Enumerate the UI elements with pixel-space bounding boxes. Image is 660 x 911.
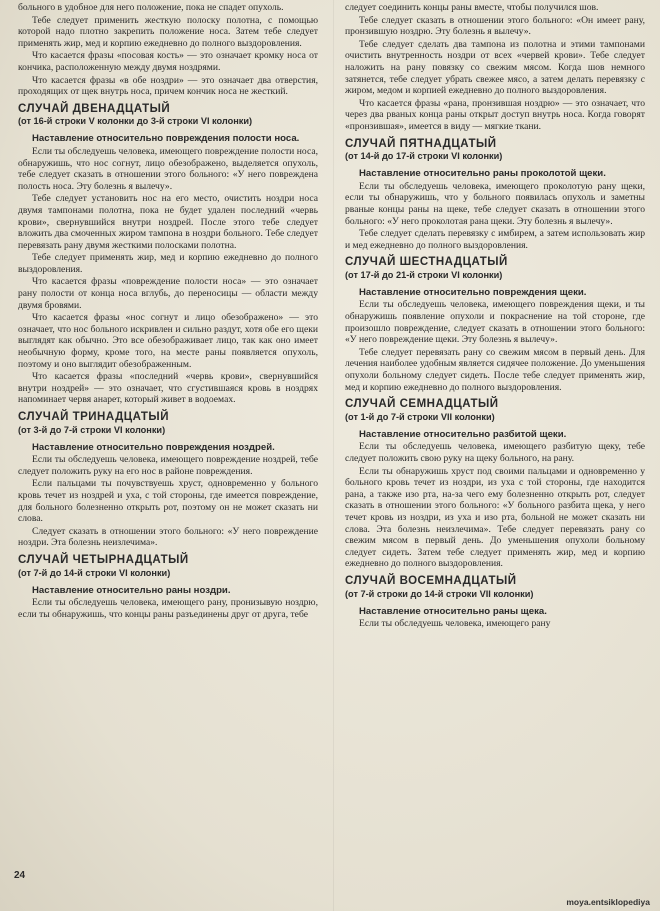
paragraph: Если ты обследуешь человека, имеющего повреждение ноздрей, тебе следует положить руку на его нос в районе повреждения. — [18, 454, 318, 477]
case-18-heading: Наставление относительно раны щека. — [359, 605, 547, 617]
case-16-title: СЛУЧАЙ ШЕСТНАДЦАТЫЙ — [345, 256, 508, 269]
case-14-reference: (от 7-й до 14-й строки VI колонки) — [18, 567, 171, 578]
left-column — [18, 2, 318, 882]
paragraph: больного в удобное для него положение, пока не спадет опухоль. — [18, 2, 284, 13]
paragraph: Если ты обследуешь человека, имеющего разбитую щеку, тебе следует положить свою руку на щеку больного, на рану. — [345, 441, 645, 464]
paragraph: Тебе следует перевязать рану со свежим мясом в первый день. Для лечения наиболее удобным является сидячее положение. До уменьшения опухоли больному следует сидеть. После тебе следует применять жир, мед и корпию ежедневно до полного выздоровления. — [345, 346, 645, 393]
paragraph: Что касается фразы «посовая кость» — это означает кромку носа от кончика, расположенную между двумя ноздрями. — [18, 50, 318, 73]
paragraph: Тебе следует сделать два тампона из полотна и этими тампонами очистить внутренность ноздри от всех «червей крови». Тебе следует наложить на рану повязку со свежим мясом. Когда шов немного затянется, тебе следует убрать свежее мясо, а затем делать перевязку с жиром, медом и корпией ежедневно до полного выздоровления. — [345, 38, 645, 97]
case-15-title: СЛУЧАЙ ПЯТНАДЦАТЫЙ — [345, 137, 497, 150]
case-13-heading: Наставление относительно повреждения ноздрей. — [32, 441, 275, 453]
paragraph: Что касается фразы «нос согнут и лицо обезображено» — это означает, что нос больного искривлен и сильно раздут, хотя обе его щеки выглядят как обычно. Это все обезображивает лицо, так как оно имеет необычную форму, кроме того, на месте раны появляется опухоль, поэтому и оно выглядит обезображенным. — [18, 312, 318, 370]
paragraph: Если ты обнаружишь хруст под своими пальцами и одновременно у больного кровь течет из ноздри, из уха с той стороны, где находится рана, а также изо рта, на-за чего ему болезненно открыть рот, следует сказать в отношении этого больного: «У больного разбита щека, у него течет кровь из ноздри, из уха и изо рта, больной не может сказать ни слова. Эта болезнь неизлечима». Тебе следует перевязать рану со свежим мясом в первый день. До уменьшения опухоли больному следует сидеть. Затем тебе следует применять жир, мед и корпию ежедневно до полного выздоровления. — [345, 465, 645, 570]
paragraph: Тебе следует сказать в отношении этого больного: «Он имеет рану, пронзившую ноздрю. Эту болезнь я вылечу». — [345, 14, 645, 38]
case-13-reference: (от 3-й до 7-й строки VI колонки) — [18, 424, 166, 435]
case-17-heading: Наставление относительно разбитой щеки. — [359, 428, 567, 440]
paragraph: Тебе следует сделать перевязку с имбирем, а затем использовать жир и мед ежедневно до полного выздоровления. — [345, 228, 645, 251]
case-14-title: СЛУЧАЙ ЧЕТЫРНАДЦАТЫЙ — [18, 553, 189, 566]
page-number: 24 — [14, 870, 26, 881]
paragraph: Что касается фразы «повреждение полости носа» — это означает рану полости от конца носа вглубь, до переносицы — области между двумя бровями. — [18, 276, 318, 311]
watermark: moya.entsiklopediya — [566, 897, 650, 907]
paragraph: следует соединить концы раны вместе, чтобы получился шов. — [345, 2, 599, 13]
paragraph: Следует сказать в отношении этого больного: «У него повреждение ноздри. Эта болезнь неизлечима». — [18, 525, 318, 549]
paragraph: Если ты обследуешь человека, имеющего проколотую рану щеки, если ты обнаружишь, что у больного появилась опухоль и заметны рваные концы раны на щеке, тебе следует сказать в отношении этого больного: «У него проколотая рана щеки. Эту болезнь я вылечу». — [345, 180, 645, 227]
case-17-reference: (от 1-й до 7-й строки VII колонки) — [345, 411, 495, 422]
column-divider — [333, 0, 334, 911]
paragraph: Если ты обследуешь человека, имеющего рану, пронизывую ноздрю, если ты обнаружишь, что концы раны разъединены друг от друга, тебе — [18, 597, 318, 620]
paragraph: Если ты обследуешь человека, имеющего повреждения щеки, и ты обнаружишь появление опухоли и покраснение на той стороне, где произошло повреждение, следует сказать в отношении этого больного: «У него повреждение щеки. Эту болезнь я вылечу». — [345, 299, 645, 346]
case-15-heading: Наставление относительно раны проколотой щеки. — [359, 168, 606, 180]
case-15-reference: (от 14-й до 17-й строки VI колонки) — [345, 151, 503, 162]
right-column — [345, 2, 645, 892]
case-17-title: СЛУЧАЙ СЕМНАДЦАТЫЙ — [345, 398, 499, 411]
case-16-reference: (от 17-й до 21-й строки VI колонки) — [345, 269, 503, 280]
paragraph: Если пальцами ты почувствуешь хруст, одновременно у больного кровь течет из ноздрей и уха, с той стороны, где имеется повреждение, для больного болезненно открыть рот, поэтому он не может сказать ни слова. — [18, 478, 318, 525]
case-12-reference: (от 16-й строки V колонки до 3-й строки VI колонки) — [18, 116, 253, 127]
paragraph: Тебе следует установить нос на его место, очистить ноздри носа двумя тампонами полотна, пока не будет удален последний «червь крови», свернувшийся внутри ноздрей. После этого тебе следует вложить два смоченных жиром тампона в ноздри больного. Тебе следует перевязать рану двумя жесткими полосками полотна. — [18, 193, 318, 251]
case-12-title: СЛУЧАЙ ДВЕНАДЦАТЫЙ — [18, 102, 171, 115]
paragraph: Что касается фразы «в обе ноздри» — это означает два отверстия, проходящих от щек внутрь носа, причем кончик носа не жесткий. — [18, 74, 318, 98]
paragraph: Тебе следует применять жир, мед и корпию ежедневно до полного выздоровления. — [18, 252, 318, 275]
paragraph: Что касается фразы «рана, пронзившая ноздрю» — это означает, что через два рваных конца раны открыт доступ внутрь носа. Когда говорят «пронзившая», имеется в виду — мягкие ткани. — [345, 97, 645, 132]
case-18-title: СЛУЧАЙ ВОСЕМНАДЦАТЫЙ — [345, 574, 517, 587]
paragraph: Тебе следует применить жесткую полоску полотна, с помощью которой надо плотно закрепить положение носа. Затем тебе следует применять жир, мед и корпию ежедневно до полного выздоровления. — [18, 14, 318, 49]
paragraph: Что касается фразы «последний «червь крови», свернувшийся внутри ноздрей» — это означает, что сгустившаяся кровь в ноздрях напоминает червя анарет, который живет в водоемах. — [18, 371, 318, 406]
paragraph: Если ты обследуешь человека, имеющего повреждение полости носа, обнаружишь, что нос согнут, лицо обезображено, выделяется опухоль, тебе следует сказать в отношении этого больного: «У него повреждена полость носа. Эту болезнь я вылечу». — [18, 145, 318, 192]
case-16-heading: Наставление относительно повреждения щеки. — [359, 286, 587, 298]
case-18-reference: (от 7-й строки до 14-й строки VII колонки) — [345, 588, 534, 599]
paragraph: Если ты обследуешь человека, имеющего рану — [359, 618, 551, 630]
case-12-heading: Наставление относительно повреждения полости носа. — [32, 133, 300, 145]
case-14-heading: Наставление относительно раны ноздри. — [32, 584, 231, 596]
case-13-title: СЛУЧАЙ ТРИНАДЦАТЫЙ — [18, 411, 169, 423]
